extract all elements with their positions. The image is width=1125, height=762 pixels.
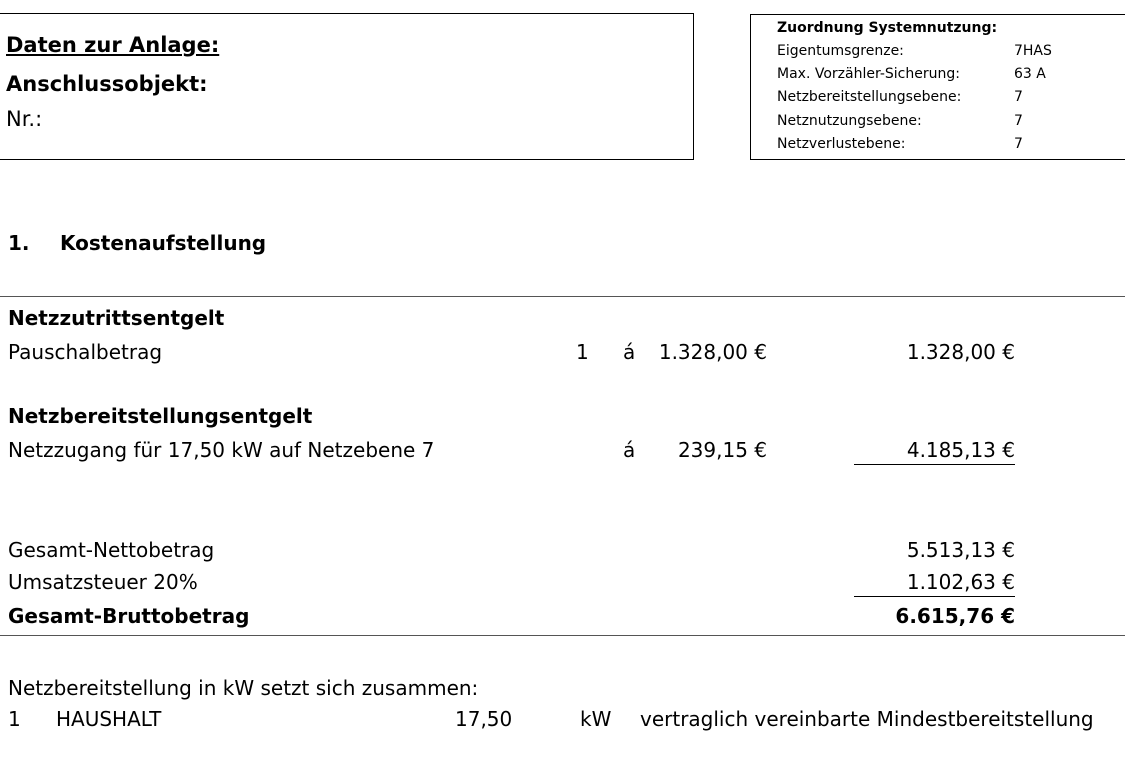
netzverlustebene-label: Netzverlustebene: — [777, 136, 906, 152]
netznutzungsebene-label: Netznutzungsebene: — [777, 113, 922, 129]
bereitstellung-unit-price: 239,15 € — [677, 438, 767, 462]
zutritt-a: á — [623, 340, 636, 364]
section-number: 1. — [8, 231, 30, 255]
bereitstellung-underline — [854, 464, 1015, 465]
anlage-info-box — [0, 13, 694, 160]
eigentumsgrenze-value: 7HAS — [1014, 43, 1052, 59]
table-top-rule — [0, 296, 1125, 297]
table-bottom-rule — [0, 635, 1125, 636]
zutritt-heading: Netzzutrittsentgelt — [8, 306, 225, 330]
zutritt-qty: 1 — [576, 340, 589, 364]
zuordnung-title: Zuordnung Systemnutzung: — [777, 20, 998, 36]
nr-label: Nr.: — [6, 107, 43, 131]
bereitstellung-item: Netzzugang für 17,50 kW auf Netzebene 7 — [8, 438, 435, 462]
netto-label: Gesamt-Nettobetrag — [8, 538, 215, 562]
bereitstellung-a: á — [623, 438, 636, 462]
section-title: Kostenaufstellung — [60, 231, 267, 255]
zutritt-total: 1.328,00 € — [906, 340, 1015, 364]
vorzaehler-sicherung-label: Max. Vorzähler-Sicherung: — [777, 66, 960, 82]
brutto-label: Gesamt-Bruttobetrag — [8, 604, 250, 628]
brutto-value: 6.615,76 € — [895, 604, 1015, 628]
composition-intro: Netzbereitstellung in kW setzt sich zusammen: — [8, 676, 479, 700]
vorzaehler-sicherung-value: 63 A — [1014, 66, 1046, 82]
netznutzungsebene-value: 7 — [1014, 113, 1023, 129]
composition-num: 1 — [8, 707, 21, 731]
zutritt-unit-price: 1.328,00 € — [658, 340, 767, 364]
anschlussobjekt-label: Anschlussobjekt: — [6, 72, 208, 96]
ust-value: 1.102,63 € — [906, 570, 1015, 594]
composition-name: HAUSHALT — [56, 707, 162, 731]
eigentumsgrenze-label: Eigentumsgrenze: — [777, 43, 904, 59]
composition-value: 17,50 — [455, 707, 513, 731]
bereitstellung-total: 4.185,13 € — [906, 438, 1015, 462]
ust-label: Umsatzsteuer 20% — [8, 570, 198, 594]
netzbereitstellungsebene-label: Netzbereitstellungsebene: — [777, 89, 962, 105]
zutritt-item: Pauschalbetrag — [8, 340, 163, 364]
netzbereitstellungsebene-value: 7 — [1014, 89, 1023, 105]
bereitstellung-heading: Netzbereitstellungsentgelt — [8, 404, 313, 428]
ust-underline — [854, 596, 1015, 597]
netto-value: 5.513,13 € — [906, 538, 1015, 562]
netzverlustebene-value: 7 — [1014, 136, 1023, 152]
composition-unit: kW — [580, 707, 612, 731]
anlage-title: Daten zur Anlage: — [6, 33, 220, 57]
zuordnung-box — [750, 14, 1125, 160]
composition-note: vertraglich vereinbarte Mindestbereitstellung — [640, 707, 1094, 731]
